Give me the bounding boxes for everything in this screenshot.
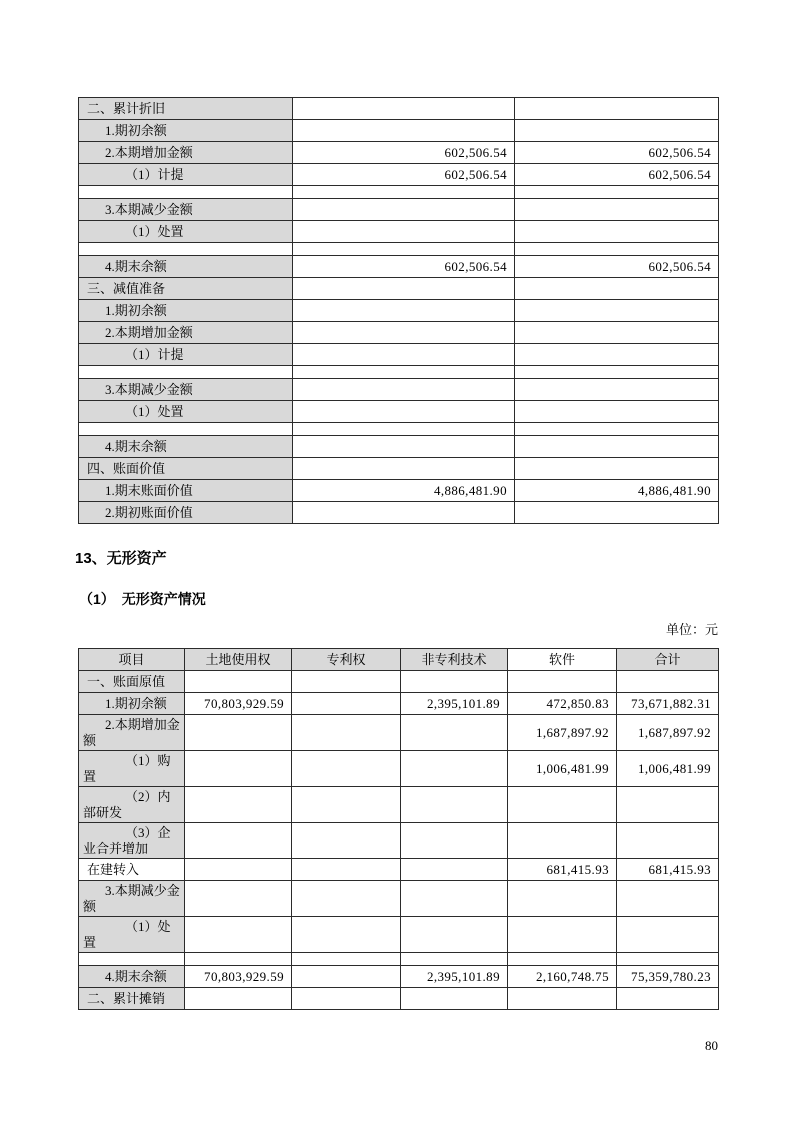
table-row	[79, 671, 719, 693]
table-row	[79, 966, 719, 988]
row-label: 1.期末账面价值	[79, 480, 293, 502]
cell-patent-right	[292, 953, 401, 966]
table-row	[79, 300, 719, 322]
row-label: 1.期初余额	[79, 693, 185, 715]
row-label: 四、账面价值	[79, 458, 293, 480]
cell-software: 1,006,481.99	[508, 751, 617, 787]
row-label: （1）计提	[79, 344, 293, 366]
table-row	[79, 98, 719, 120]
cell-total	[617, 787, 719, 823]
row-label	[79, 366, 293, 379]
row-label: 2.本期增加金额	[79, 715, 185, 751]
row-label	[79, 243, 293, 256]
intangible-assets-table	[78, 648, 719, 1010]
row-value-current	[293, 436, 515, 458]
cell-software: 1,687,897.92	[508, 715, 617, 751]
row-value-current	[293, 366, 515, 379]
table-row	[79, 458, 719, 480]
cell-software	[508, 953, 617, 966]
row-label: 三、减值准备	[79, 278, 293, 300]
cell-non-patent-tech	[401, 917, 508, 953]
table-row	[79, 953, 719, 966]
row-value-current	[293, 278, 515, 300]
cell-software: 472,850.83	[508, 693, 617, 715]
row-value-current	[293, 344, 515, 366]
cell-total: 1,687,897.92	[617, 715, 719, 751]
row-label: 4.期末余额	[79, 966, 185, 988]
row-label	[79, 953, 185, 966]
table-row	[79, 120, 719, 142]
row-value-total	[515, 300, 719, 322]
row-value-current	[293, 502, 515, 524]
row-label: 3.本期减少金额	[79, 881, 185, 917]
row-label: 3.本期减少金额	[79, 199, 293, 221]
table-row	[79, 256, 719, 278]
row-label	[79, 423, 293, 436]
table-row	[79, 988, 719, 1010]
row-label: 在建转入	[79, 859, 185, 881]
row-label: （1）计提	[79, 164, 293, 186]
row-value-total	[515, 278, 719, 300]
cell-land-use-right	[185, 881, 292, 917]
cell-land-use-right	[185, 671, 292, 693]
table-row	[79, 423, 719, 436]
unit-label: 单位：元	[665, 622, 718, 637]
depreciation-table-body	[79, 98, 719, 524]
table-header-row	[79, 649, 719, 671]
row-value-current	[293, 243, 515, 256]
cell-total: 73,671,882.31	[617, 693, 719, 715]
row-value-current	[293, 322, 515, 344]
cell-patent-right	[292, 715, 401, 751]
table-row	[79, 715, 719, 751]
row-value-total	[515, 379, 719, 401]
cell-non-patent-tech: 2,395,101.89	[401, 693, 508, 715]
cell-land-use-right	[185, 953, 292, 966]
row-label: 1.期初余额	[79, 120, 293, 142]
row-value-total: 602,506.54	[515, 164, 719, 186]
cell-land-use-right	[185, 751, 292, 787]
cell-land-use-right	[185, 715, 292, 751]
cell-total	[617, 953, 719, 966]
cell-patent-right	[292, 881, 401, 917]
row-label: 二、累计折旧	[79, 98, 293, 120]
row-value-total	[515, 120, 719, 142]
table-row	[79, 164, 719, 186]
cell-patent-right	[292, 671, 401, 693]
cell-patent-right	[292, 787, 401, 823]
row-label: （1）处置	[79, 401, 293, 423]
row-value-current	[293, 401, 515, 423]
table-row	[79, 221, 719, 243]
cell-total	[617, 671, 719, 693]
cell-land-use-right: 70,803,929.59	[185, 693, 292, 715]
row-value-total	[515, 98, 719, 120]
cell-software	[508, 881, 617, 917]
row-value-total: 4,886,481.90	[515, 480, 719, 502]
row-value-total	[515, 366, 719, 379]
col-header-non-patent-tech: 非专利技术	[401, 649, 508, 671]
cell-non-patent-tech	[401, 988, 508, 1010]
cell-software: 2,160,748.75	[508, 966, 617, 988]
row-label: （1）处置	[79, 917, 185, 953]
cell-patent-right	[292, 751, 401, 787]
cell-software	[508, 671, 617, 693]
row-label: 2.期初账面价值	[79, 502, 293, 524]
row-value-total	[515, 322, 719, 344]
row-label: 2.本期增加金额	[79, 322, 293, 344]
cell-non-patent-tech	[401, 823, 508, 859]
row-label: 4.期末余额	[79, 436, 293, 458]
cell-patent-right	[292, 859, 401, 881]
table-row	[79, 823, 719, 859]
section-title: 13、无形资产	[75, 550, 167, 567]
table-row	[79, 859, 719, 881]
cell-software	[508, 917, 617, 953]
col-header-land-use-right: 土地使用权	[185, 649, 292, 671]
row-value-current: 602,506.54	[293, 164, 515, 186]
cell-non-patent-tech	[401, 953, 508, 966]
cell-software	[508, 787, 617, 823]
row-value-total	[515, 502, 719, 524]
table-row	[79, 199, 719, 221]
row-value-total	[515, 186, 719, 199]
cell-land-use-right	[185, 988, 292, 1010]
col-header-patent-right: 专利权	[292, 649, 401, 671]
row-value-current	[293, 186, 515, 199]
cell-land-use-right	[185, 787, 292, 823]
row-value-total	[515, 436, 719, 458]
row-label: 4.期末余额	[79, 256, 293, 278]
row-value-current	[293, 458, 515, 480]
row-value-current	[293, 423, 515, 436]
table-row	[79, 502, 719, 524]
cell-non-patent-tech	[401, 787, 508, 823]
row-label: （1）处置	[79, 221, 293, 243]
cell-land-use-right: 70,803,929.59	[185, 966, 292, 988]
cell-patent-right	[292, 966, 401, 988]
cell-non-patent-tech	[401, 671, 508, 693]
col-header-item: 项目	[79, 649, 185, 671]
cell-non-patent-tech	[401, 715, 508, 751]
row-label: （1）购置	[79, 751, 185, 787]
cell-land-use-right	[185, 859, 292, 881]
cell-total	[617, 881, 719, 917]
col-header-software: 软件	[508, 649, 617, 671]
table-row	[79, 379, 719, 401]
row-value-total	[515, 401, 719, 423]
row-value-total	[515, 199, 719, 221]
cell-software	[508, 823, 617, 859]
row-label: （2）内部研发	[79, 787, 185, 823]
table-row	[79, 751, 719, 787]
row-value-total: 602,506.54	[515, 256, 719, 278]
row-value-current: 602,506.54	[293, 142, 515, 164]
table-row	[79, 693, 719, 715]
row-label: （3）企业合并增加	[79, 823, 185, 859]
table-row	[79, 366, 719, 379]
cell-total	[617, 823, 719, 859]
cell-total	[617, 917, 719, 953]
cell-total: 1,006,481.99	[617, 751, 719, 787]
table-row	[79, 917, 719, 953]
table-row	[79, 344, 719, 366]
row-value-total: 602,506.54	[515, 142, 719, 164]
row-value-current	[293, 199, 515, 221]
row-value-current: 4,886,481.90	[293, 480, 515, 502]
cell-non-patent-tech: 2,395,101.89	[401, 966, 508, 988]
intangible-table-body	[79, 649, 719, 1010]
row-label: 2.本期增加金额	[79, 142, 293, 164]
row-value-current	[293, 221, 515, 243]
cell-total	[617, 988, 719, 1010]
table-row	[79, 480, 719, 502]
row-value-total	[515, 221, 719, 243]
cell-software: 681,415.93	[508, 859, 617, 881]
row-value-current	[293, 98, 515, 120]
cell-land-use-right	[185, 823, 292, 859]
row-value-total	[515, 243, 719, 256]
cell-patent-right	[292, 823, 401, 859]
depreciation-impairment-table	[78, 97, 719, 524]
row-value-current	[293, 379, 515, 401]
table-row	[79, 881, 719, 917]
row-value-total	[515, 458, 719, 480]
cell-patent-right	[292, 693, 401, 715]
row-label: 二、累计摊销	[79, 988, 185, 1010]
row-value-total	[515, 344, 719, 366]
cell-patent-right	[292, 988, 401, 1010]
section-subtitle: （1） 无形资产情况	[79, 591, 206, 607]
row-value-current	[293, 300, 515, 322]
table-row	[79, 787, 719, 823]
cell-total: 75,359,780.23	[617, 966, 719, 988]
row-label: 3.本期减少金额	[79, 379, 293, 401]
col-header-total: 合计	[617, 649, 719, 671]
table-row	[79, 322, 719, 344]
table-row	[79, 278, 719, 300]
row-value-current: 602,506.54	[293, 256, 515, 278]
row-label: 一、账面原值	[79, 671, 185, 693]
cell-non-patent-tech	[401, 751, 508, 787]
row-value-current	[293, 120, 515, 142]
table-row	[79, 436, 719, 458]
table-row	[79, 243, 719, 256]
table-row	[79, 142, 719, 164]
row-label	[79, 186, 293, 199]
cell-total: 681,415.93	[617, 859, 719, 881]
cell-non-patent-tech	[401, 881, 508, 917]
cell-patent-right	[292, 917, 401, 953]
table-row	[79, 401, 719, 423]
page-number: 80	[705, 1038, 718, 1053]
cell-software	[508, 988, 617, 1010]
table-row	[79, 186, 719, 199]
cell-land-use-right	[185, 917, 292, 953]
row-label: 1.期初余额	[79, 300, 293, 322]
row-value-total	[515, 423, 719, 436]
cell-non-patent-tech	[401, 859, 508, 881]
